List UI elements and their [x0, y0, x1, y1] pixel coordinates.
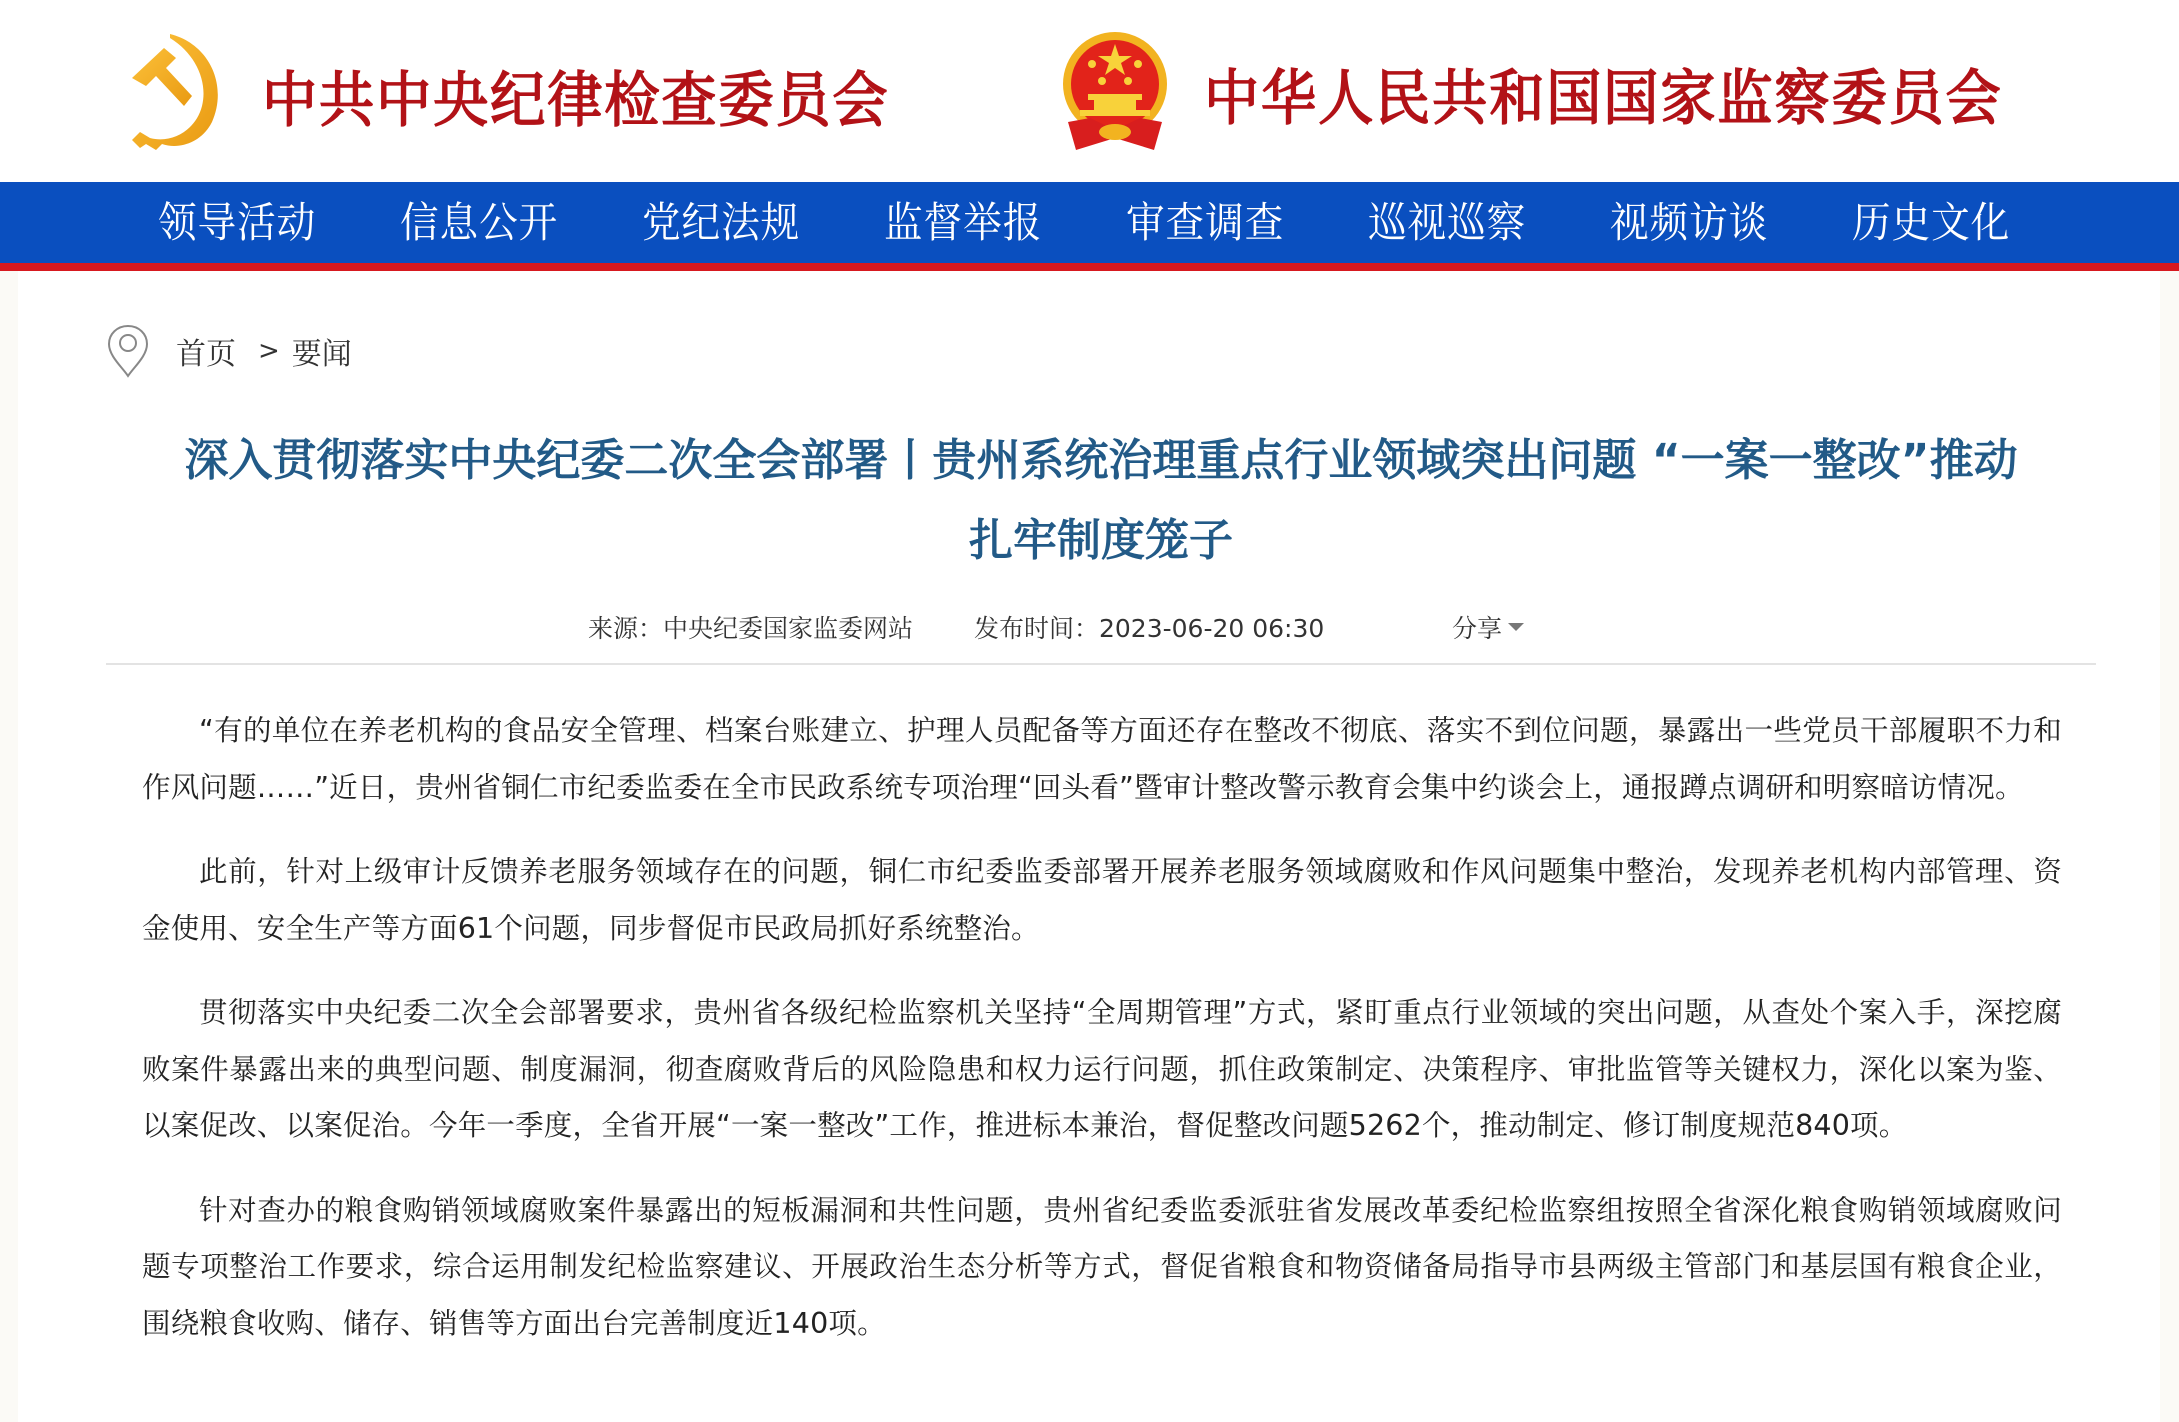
- nav-item-investigation[interactable]: 审查调查: [1126, 198, 1285, 247]
- breadcrumb-separator: >: [258, 336, 280, 366]
- article-title-line1: 深入贯彻落实中央纪委二次全会部署丨贵州系统治理重点行业领域突出问题 “一案一整改”推动: [184, 435, 2018, 486]
- national-emblem-icon: [1050, 26, 1180, 156]
- article-paragraph: “有的单位在养老机构的食品安全管理、档案台账建立、护理人员配备等方面还存在整改不彻底、落实不到位问题，暴露出一些党员干部履职不力和作风问题……”近日，贵州省铜仁市纪委监委在全市民政系统专项治理“回头看”暨审计整改警示教育会集中约谈会上，通报蹲点调研和明察暗访情况。: [142, 714, 2062, 804]
- breadcrumb: [106, 323, 352, 379]
- nav-item-info-disclosure[interactable]: 信息公开: [400, 198, 559, 247]
- nav-item-history-culture[interactable]: 历史文化: [1852, 198, 2011, 247]
- main-nav: [0, 182, 2179, 263]
- nav-item-inspection-tours[interactable]: 巡视巡察: [1368, 198, 1527, 247]
- location-pin-icon: [106, 323, 150, 379]
- party-emblem-icon: [110, 26, 240, 156]
- nsc-name: 中华人民共和国国家监察委员会: [1204, 64, 2003, 134]
- breadcrumb-home-link[interactable]: 首页: [176, 337, 236, 372]
- caret-down-icon: [1508, 623, 1524, 631]
- article-title: [106, 421, 2096, 581]
- article-source: 来源：中央纪委国家监委网站: [588, 614, 914, 643]
- article-paragraph: 贯彻落实中央纪委二次全会部署要求，贵州省各级纪检监察机关坚持“全周期管理”方式，紧盯重点行业领域的突出问题，从查处个案入手，深挖腐败案件暴露出来的典型问题、制度漏洞，彻查腐败背后的风险隐患和权力运行问题，抓住政策制定、决策程序、审批监管等关键权力，深化以案为鉴、以案促改、以案促治。今年一季度，全省开展“一案一整改”工作，推进标本兼治，督促整改问题5262个，推动制定、修订制度规范840项。: [142, 996, 2062, 1142]
- article-paragraph: 此前，针对上级审计反馈养老服务领域存在的问题，铜仁市纪委监委部署开展养老服务领域腐败和作风问题集中整治，发现养老机构内部管理、资金使用、安全生产等方面61个问题，同步督促市民政局抓好系统整治。: [142, 855, 2062, 945]
- article-meta: [18, 609, 2160, 649]
- ccdi-name: 中共中央纪律检查委员会: [262, 66, 890, 136]
- article-publish-time: 发布时间：2023-06-20 06:30: [974, 614, 1325, 643]
- cpc-ccdi-logo[interactable]: [110, 0, 944, 182]
- site-header: [0, 0, 2179, 182]
- nav-item-party-regulations[interactable]: 党纪法规: [642, 198, 801, 247]
- share-label: 分享: [1452, 614, 1503, 643]
- breadcrumb-current-link[interactable]: 要闻: [291, 337, 352, 372]
- article-title-line2: 扎牢制度笼子: [969, 515, 1233, 566]
- nav-item-video-interviews[interactable]: 视频访谈: [1610, 198, 1769, 247]
- nsc-logo[interactable]: [1050, 0, 2072, 182]
- meta-divider: [106, 663, 2096, 665]
- article-paragraph: 针对查办的粮食购销领域腐败案件暴露出的短板漏洞和共性问题，贵州省纪委监委派驻省发展改革委纪检监察组按照全省深化粮食购销领域腐败问题专项整治工作要求，综合运用制发纪检监察建议、开展政治生态分析等方式，督促省粮食和物资储备局指导市县两级主管部门和基层国有粮食企业，围绕粮食收购、储存、销售等方面出台完善制度近140项。: [142, 1193, 2062, 1340]
- article-body: [142, 703, 2062, 1380]
- nav-divider-stripe: [0, 263, 2179, 271]
- article-content-area: [18, 271, 2160, 1422]
- nav-item-leader-activities[interactable]: 领导活动: [158, 198, 317, 247]
- share-dropdown[interactable]: [1452, 609, 1524, 645]
- nav-item-supervision-report[interactable]: 监督举报: [884, 198, 1043, 247]
